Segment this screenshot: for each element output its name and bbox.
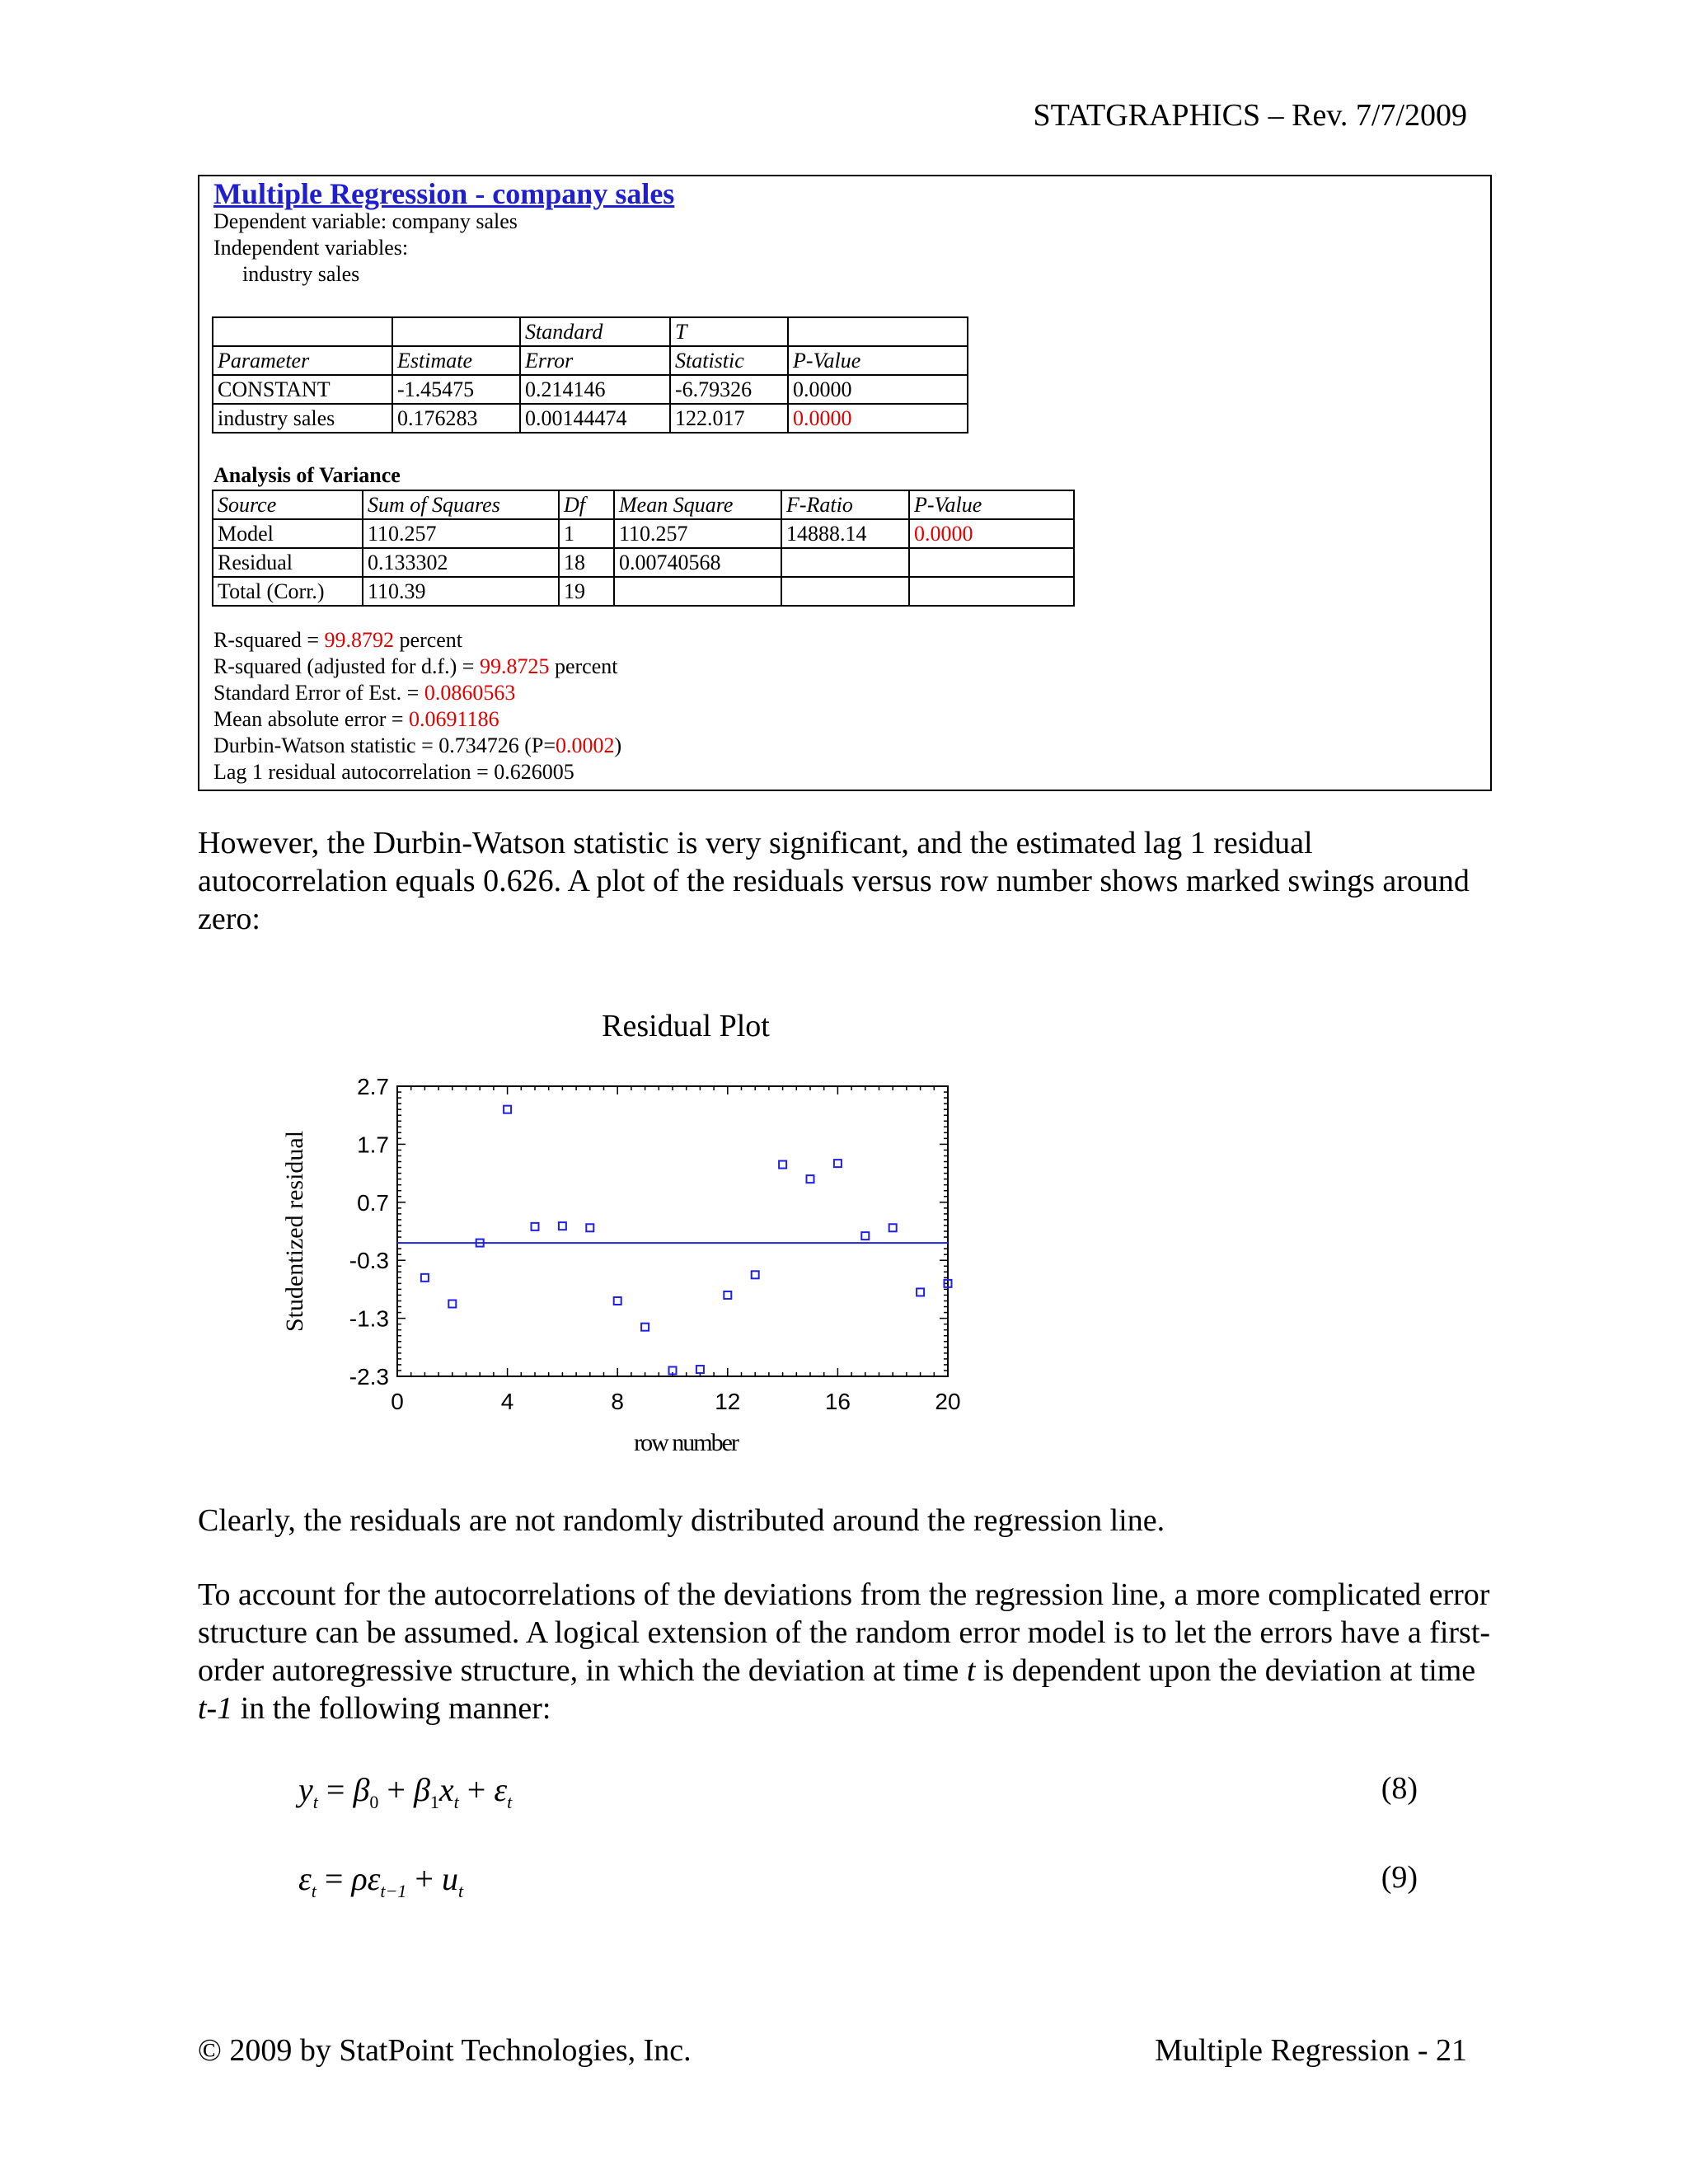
stat-label: R-squared = (213, 628, 325, 652)
table-cell: CONSTANT (213, 375, 392, 404)
table-row (213, 519, 1074, 548)
data-point (448, 1301, 456, 1308)
table-cell: 0.0000 (909, 519, 1074, 548)
table-cell: -1.45475 (392, 375, 520, 404)
table-cell: 0.214146 (520, 375, 670, 404)
stat-label: Durbin-Watson statistic = 0.734726 (P= (213, 733, 556, 757)
x-tick-label: 12 (715, 1389, 741, 1414)
table-cell: 19 (559, 577, 614, 606)
eq-symbol: ε (367, 1860, 381, 1897)
table-cell: -6.79326 (670, 375, 788, 404)
coef-head-cell: Estimate (392, 346, 520, 375)
eq-subscript: 1 (429, 1792, 439, 1812)
coef-head-cell (392, 317, 520, 346)
paragraph-text (198, 1576, 1500, 1727)
stat-label: Mean absolute error = (213, 707, 410, 731)
footer-page: Multiple Regression - 21 (1155, 2033, 1467, 2068)
eq-operator: = (316, 1860, 352, 1897)
equation-number-8: (8) (1381, 1771, 1418, 1806)
coef-head-cell: P-Value (788, 346, 968, 375)
eq-subscript: 0 (369, 1792, 379, 1812)
coef-head-cell: Parameter (213, 346, 392, 375)
coef-head-cell: T (670, 317, 788, 346)
anova-head-cell: Source (213, 490, 363, 519)
x-tick-label: 8 (611, 1389, 624, 1414)
eq-subscript: t (507, 1792, 513, 1812)
stat-value: 0.0002 (556, 733, 615, 757)
text-run-italic: t-1 (198, 1691, 233, 1726)
table-cell: Residual (213, 548, 363, 577)
eq-symbol: β (413, 1771, 430, 1808)
residual-plot (264, 1005, 1022, 1475)
paragraph-3 (198, 1576, 1500, 1727)
table-cell: 14888.14 (781, 519, 909, 548)
anova-head-cell: Sum of Squares (363, 490, 559, 519)
data-point (559, 1222, 566, 1230)
dependent-variable: Dependent variable: company sales (213, 209, 518, 233)
coef-head-cell (788, 317, 968, 346)
data-point (421, 1274, 429, 1282)
table-row (213, 404, 968, 433)
anova-head-cell: P-Value (909, 490, 1074, 519)
x-axis-label: row number (634, 1429, 738, 1456)
plot-frame (397, 1086, 948, 1376)
stat-unit: percent (394, 628, 463, 652)
paragraph-text: Clearly, the residuals are not randomly distributed around the regression line. (198, 1503, 1165, 1538)
eq-symbol: y (298, 1771, 313, 1808)
y-tick-label: 0.7 (357, 1189, 389, 1216)
equation-9 (298, 1859, 463, 1902)
coef-head-cell: Statistic (670, 346, 788, 375)
y-tick-label: 2.7 (357, 1074, 389, 1099)
x-tick-label: 20 (935, 1389, 961, 1414)
table-cell (909, 548, 1074, 577)
stat-unit: percent (549, 654, 618, 678)
stat-adj-r-squared (213, 654, 617, 679)
anova-head-cell: Df (559, 490, 614, 519)
eq-symbol: ε (298, 1860, 312, 1897)
eq-operator: + (406, 1860, 442, 1897)
data-point (696, 1366, 704, 1373)
data-point (779, 1161, 786, 1169)
data-point (917, 1288, 924, 1296)
table-cell: 122.017 (670, 404, 788, 433)
table-cell: 0.00144474 (520, 404, 670, 433)
independent-label: Independent variables: (213, 236, 409, 260)
y-axis-label: Studentized residual (281, 1130, 308, 1333)
table-row (213, 548, 1074, 577)
eq-symbol: x (438, 1771, 454, 1808)
stat-label: R-squared (adjusted for d.f.) = (213, 654, 480, 678)
stat-value: 99.8725 (479, 654, 550, 678)
eq-operator: = (317, 1771, 354, 1808)
anova-head-cell: Mean Square (614, 490, 781, 519)
chart-title: Residual Plot (602, 1009, 770, 1043)
y-tick-labels (349, 1074, 389, 1390)
regression-output-box (198, 175, 1492, 791)
equation-number-9: (9) (1381, 1860, 1418, 1895)
anova-head-cell: F-Ratio (781, 490, 909, 519)
data-points (421, 1106, 952, 1375)
text-run: To account for the autocorrelations of the deviations from the regression line, a more complicated error structure can be assumed. A logical extension of the random error model is to let the errors have a first-order autoregressive structure, in which the deviation at time (198, 1577, 1491, 1688)
stat-value: 0.0691186 (409, 707, 499, 731)
data-point (614, 1297, 621, 1305)
table-cell: 0.0000 (788, 375, 968, 404)
table-cell (909, 577, 1074, 606)
stat-lag1-autocorr: Lag 1 residual autocorrelation = 0.626005 (213, 760, 574, 784)
anova-table (212, 490, 1075, 607)
eq-subscript: t (453, 1792, 459, 1812)
data-point (724, 1291, 731, 1299)
y-tick-label: -0.3 (349, 1248, 389, 1274)
table-cell (614, 577, 781, 606)
minor-ticks (397, 1086, 948, 1376)
data-point (641, 1324, 649, 1331)
eq-subscript: t−1 (380, 1881, 407, 1901)
coef-header-row-2 (213, 346, 968, 375)
table-cell: 0.176283 (392, 404, 520, 433)
stat-label: Standard Error of Est. = (213, 681, 424, 705)
eq-subscript: t (457, 1881, 464, 1901)
eq-symbol: ε (494, 1771, 508, 1808)
eq-subscript: t (312, 1792, 318, 1812)
text-run: is dependent upon the deviation at time (975, 1653, 1476, 1688)
data-point (834, 1160, 842, 1167)
coef-header-row-1 (213, 317, 968, 346)
table-cell: Total (Corr.) (213, 577, 363, 606)
anova-title: Analysis of Variance (213, 463, 401, 487)
data-point (532, 1223, 539, 1230)
page-header: STATGRAPHICS – Rev. 7/7/2009 (1033, 98, 1467, 133)
coef-head-cell: Standard (520, 317, 670, 346)
x-tick-label: 4 (500, 1389, 514, 1414)
stat-r-squared (213, 628, 462, 653)
eq-symbol: β (353, 1771, 370, 1808)
stat-close: ) (614, 733, 622, 757)
equation-8 (298, 1770, 512, 1813)
coef-head-cell (213, 317, 392, 346)
table-cell: 0.00740568 (614, 548, 781, 577)
x-tick-labels (391, 1389, 960, 1414)
table-cell: 110.39 (363, 577, 559, 606)
coefficient-table (212, 316, 968, 434)
table-row (213, 577, 1074, 606)
paragraph-1 (198, 824, 1500, 938)
table-cell: Model (213, 519, 363, 548)
y-tick-label: 1.7 (357, 1132, 389, 1158)
eq-symbol: ρ (351, 1860, 368, 1897)
y-tick-label: -1.3 (349, 1305, 389, 1332)
stat-value: 99.8792 (324, 628, 395, 652)
paragraph-2 (198, 1502, 1500, 1540)
output-title[interactable]: Multiple Regression - company sales (213, 177, 675, 210)
footer-copyright: © 2009 by StatPoint Technologies, Inc. (198, 2033, 692, 2068)
data-point (861, 1232, 869, 1240)
stat-std-error (213, 681, 515, 705)
table-cell: 110.257 (363, 519, 559, 548)
table-cell: 1 (559, 519, 614, 548)
table-cell: 110.257 (614, 519, 781, 548)
paragraph-text: However, the Durbin-Watson statistic is very significant, and the estimated lag 1 residual autocorrelation equals 0.626. A plot of the residuals versus row number shows marked swings around zero: (198, 826, 1470, 936)
x-tick-label: 16 (824, 1389, 851, 1414)
eq-subscript: t (311, 1881, 316, 1901)
stat-value: 0.0860563 (424, 681, 516, 705)
eq-symbol: u (441, 1860, 458, 1897)
text-run: in the following manner: (232, 1691, 551, 1726)
table-row (213, 375, 968, 404)
y-tick-label: -2.3 (349, 1364, 389, 1390)
data-point (752, 1271, 759, 1278)
independent-variable: industry sales (242, 262, 360, 286)
x-tick-label: 0 (391, 1389, 404, 1414)
data-point (807, 1175, 814, 1183)
data-point (586, 1224, 593, 1231)
coef-head-cell: Error (520, 346, 670, 375)
table-cell: 18 (559, 548, 614, 577)
table-cell: 0.133302 (363, 548, 559, 577)
data-point (504, 1106, 511, 1113)
anova-header-row (213, 490, 1074, 519)
table-cell: industry sales (213, 404, 392, 433)
table-cell (781, 577, 909, 606)
table-cell (781, 548, 909, 577)
text-run-italic: t (966, 1653, 976, 1688)
stat-mean-abs-error (213, 707, 499, 732)
eq-operator: + (378, 1771, 414, 1808)
stat-durbin-watson (213, 733, 621, 758)
table-cell: 0.0000 (788, 404, 968, 433)
eq-operator: + (458, 1771, 495, 1808)
data-point (889, 1224, 897, 1231)
